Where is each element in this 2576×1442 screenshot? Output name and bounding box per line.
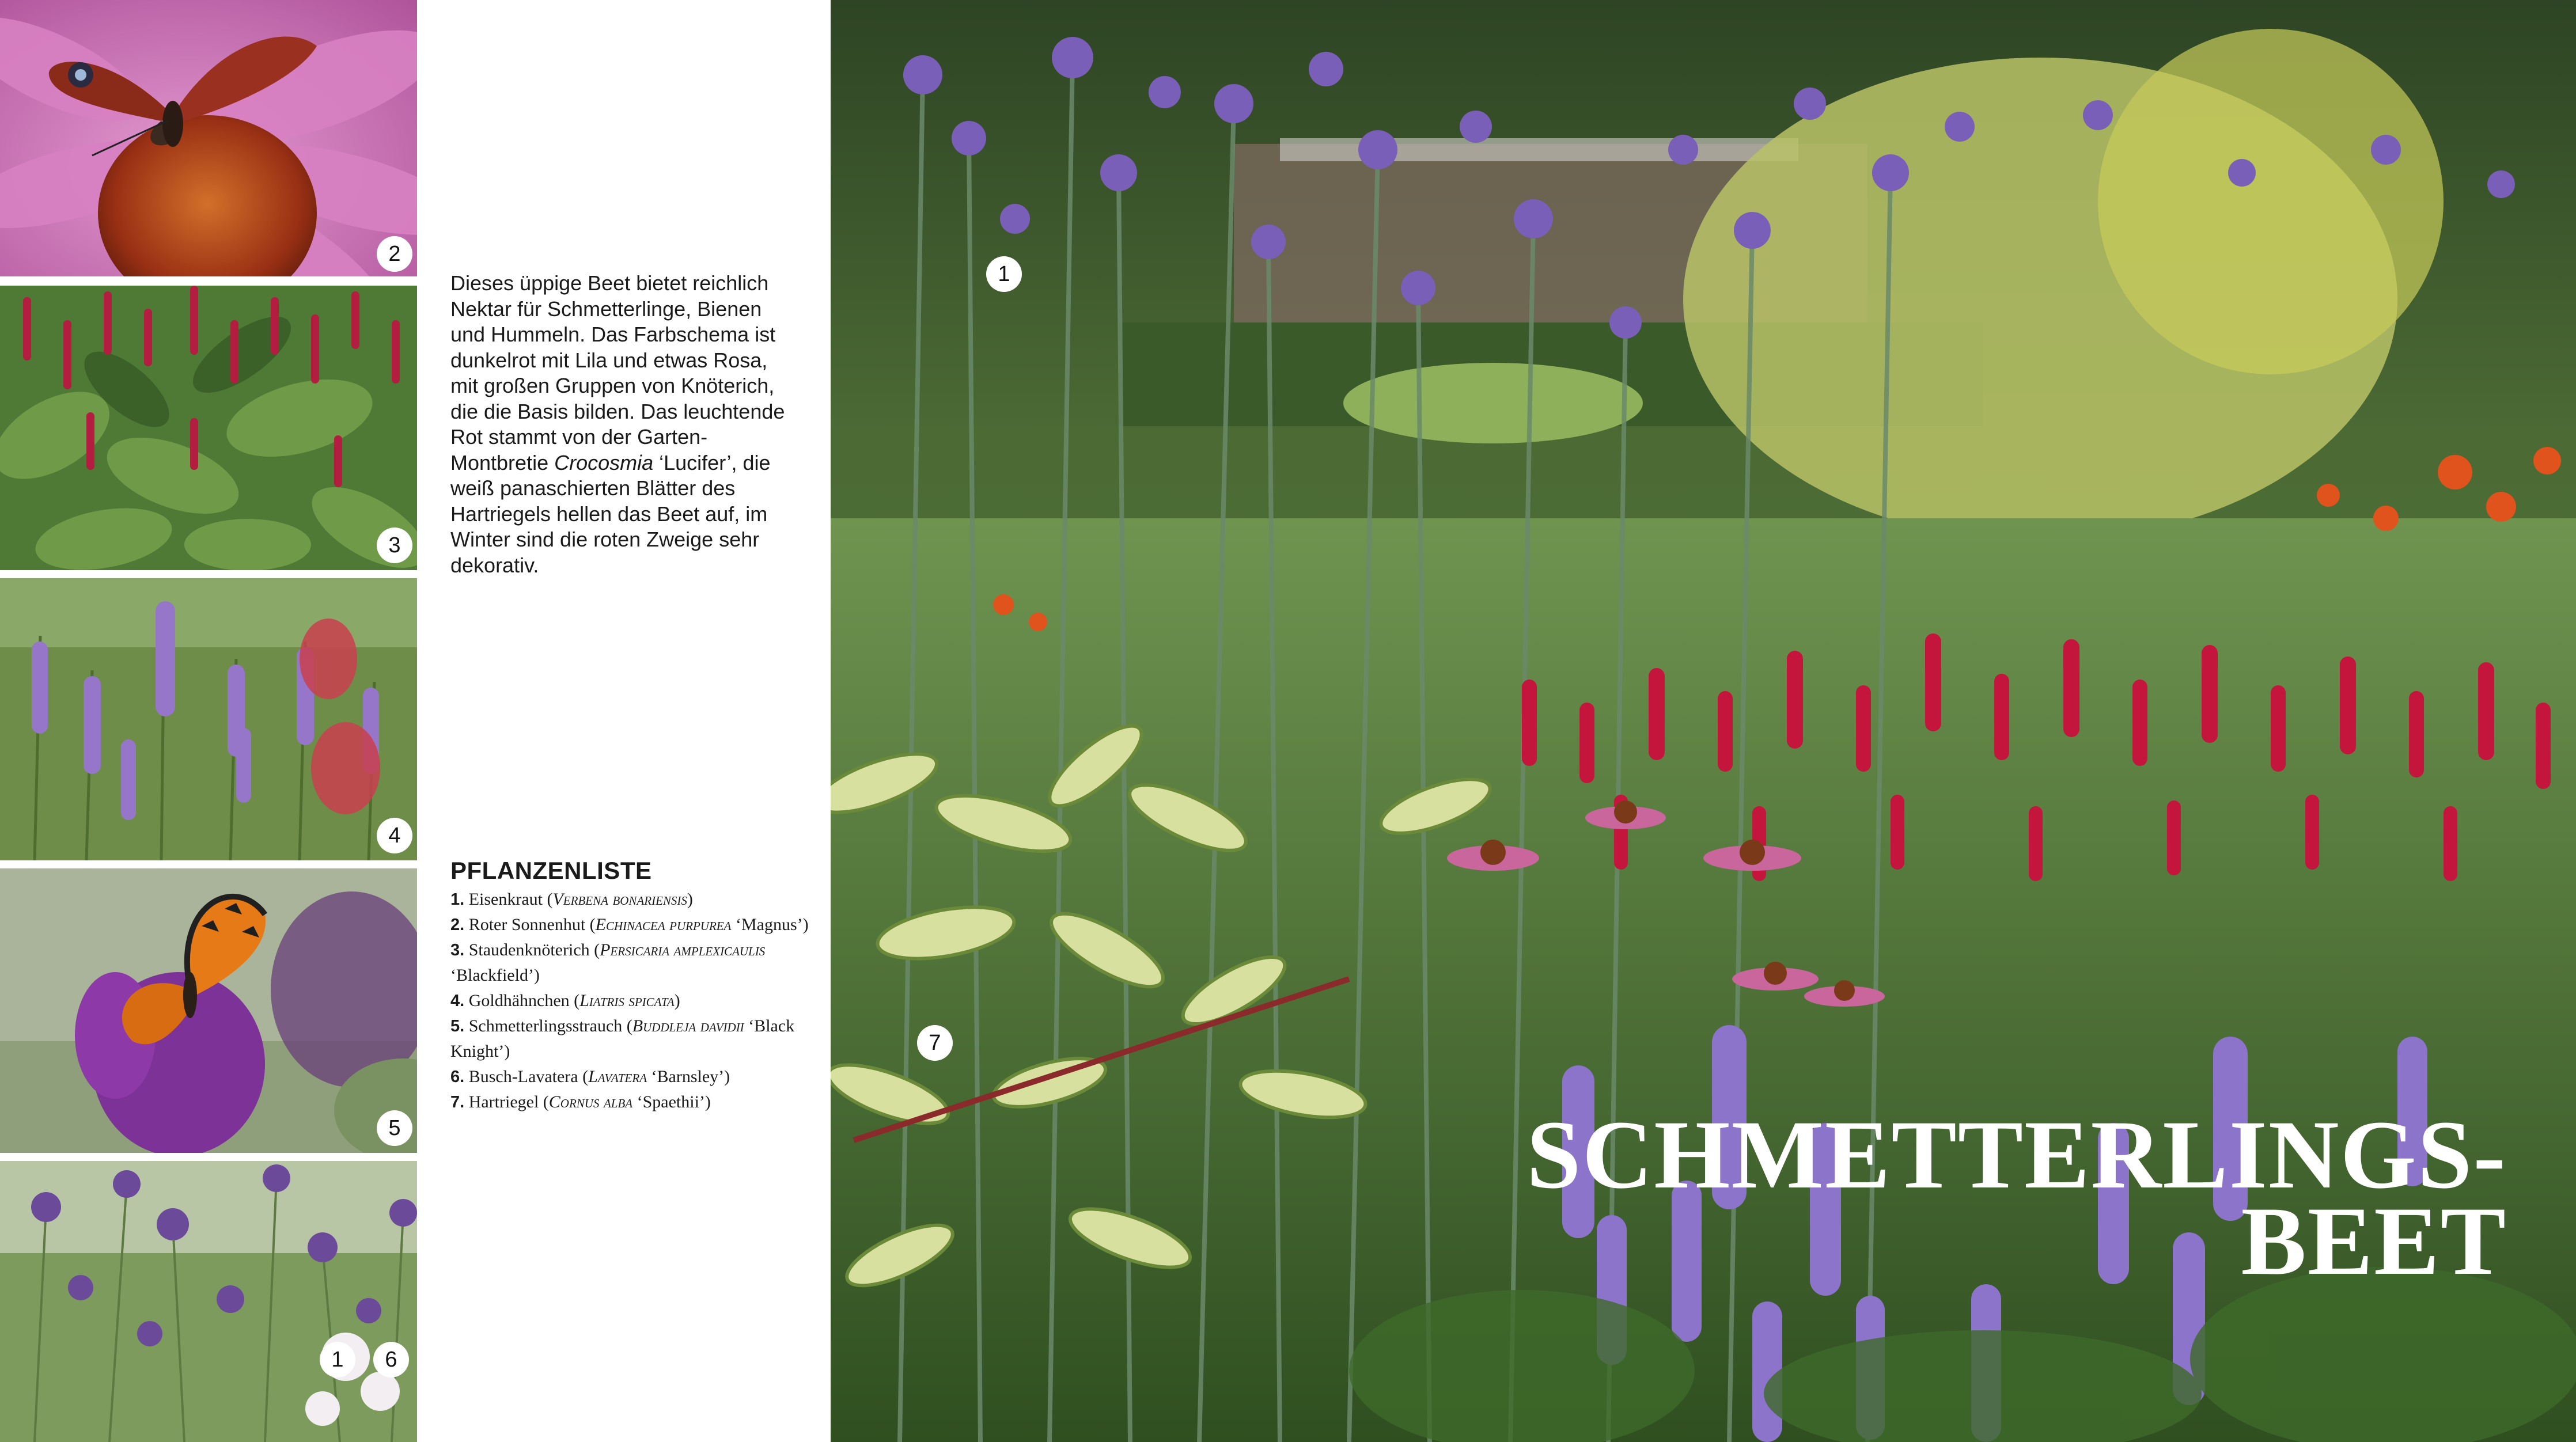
photo-number-badge: 5 bbox=[377, 1110, 412, 1146]
buddleja-butterfly-photo bbox=[0, 868, 417, 1153]
headline-line: BEET bbox=[2241, 1187, 2507, 1295]
list-item: 3. Staudenknöterich (Persicaria amplexicaulis ‘Blackfield’) bbox=[450, 940, 766, 985]
photo-number-badge: 4 bbox=[377, 818, 412, 853]
photo-number-badge: 6 bbox=[373, 1342, 409, 1378]
page-headline bbox=[1526, 1101, 2507, 1295]
intro-paragraph bbox=[450, 271, 796, 578]
photo-number-badge: 7 bbox=[917, 1025, 953, 1061]
coneflower-butterfly-photo bbox=[0, 0, 417, 276]
thumbnail-coneflower-butterfly bbox=[0, 0, 417, 276]
knotweed-photo bbox=[0, 286, 417, 570]
list-item: 5. Schmetterlingsstrauch (Buddleja davidii ‘Black Knight’) bbox=[450, 1016, 795, 1061]
photo-number-badge: 1 bbox=[986, 256, 1022, 292]
intro-italic-name: Crocosmia bbox=[554, 450, 654, 475]
list-item: 2. Roter Sonnenhut (Echinacea purpurea ‘Magnus’) bbox=[450, 915, 809, 934]
intro-text: ‘Lucifer’, die weiß panaschierten Blätter des Hartriegels hellen das Beet auf, im Winter sind die roten Zweige sehr dekorativ. bbox=[450, 450, 771, 577]
list-item: 1. Eisenkraut (Verbena bonariensis) bbox=[450, 890, 693, 909]
list-item: 7. Hartriegel (Cornus alba ‘Spaethii’) bbox=[450, 1092, 711, 1111]
photo-number-badge: 1 bbox=[320, 1342, 355, 1378]
headline-line: SCHMETTERLINGS- bbox=[1526, 1101, 2507, 1209]
thumbnail-column bbox=[0, 0, 417, 1442]
plant-list-title: PFLANZENLISTE bbox=[450, 857, 652, 884]
verbena-lavatera-photo bbox=[0, 1161, 417, 1442]
thumbnail-buddleja-butterfly bbox=[0, 868, 417, 1153]
intro-text: Dieses üppige Beet bietet reichlich Nektar für Schmetterlinge, Bienen und Hummeln. Das Farbschema ist dunkelrot mit Lila und etwas Rosa, mit großen Gruppen von Knöterich, die die Basis bilden. Das leuchtende Rot stammt von der Garten-Montbretie bbox=[450, 271, 785, 475]
thumbnail-knotweed bbox=[0, 286, 417, 570]
thumbnail-verbena-lavatera bbox=[0, 1161, 417, 1442]
photo-number-badge: 3 bbox=[377, 528, 412, 563]
liatris-photo bbox=[0, 578, 417, 860]
photo-number-badge: 2 bbox=[377, 236, 412, 272]
list-item: 6. Busch-Lavatera (Lavatera ‘Barnsley’) bbox=[450, 1067, 730, 1086]
plant-list bbox=[450, 887, 819, 1115]
list-item: 4. Goldhähnchen (Liatris spicata) bbox=[450, 991, 680, 1010]
thumbnail-liatris bbox=[0, 578, 417, 860]
